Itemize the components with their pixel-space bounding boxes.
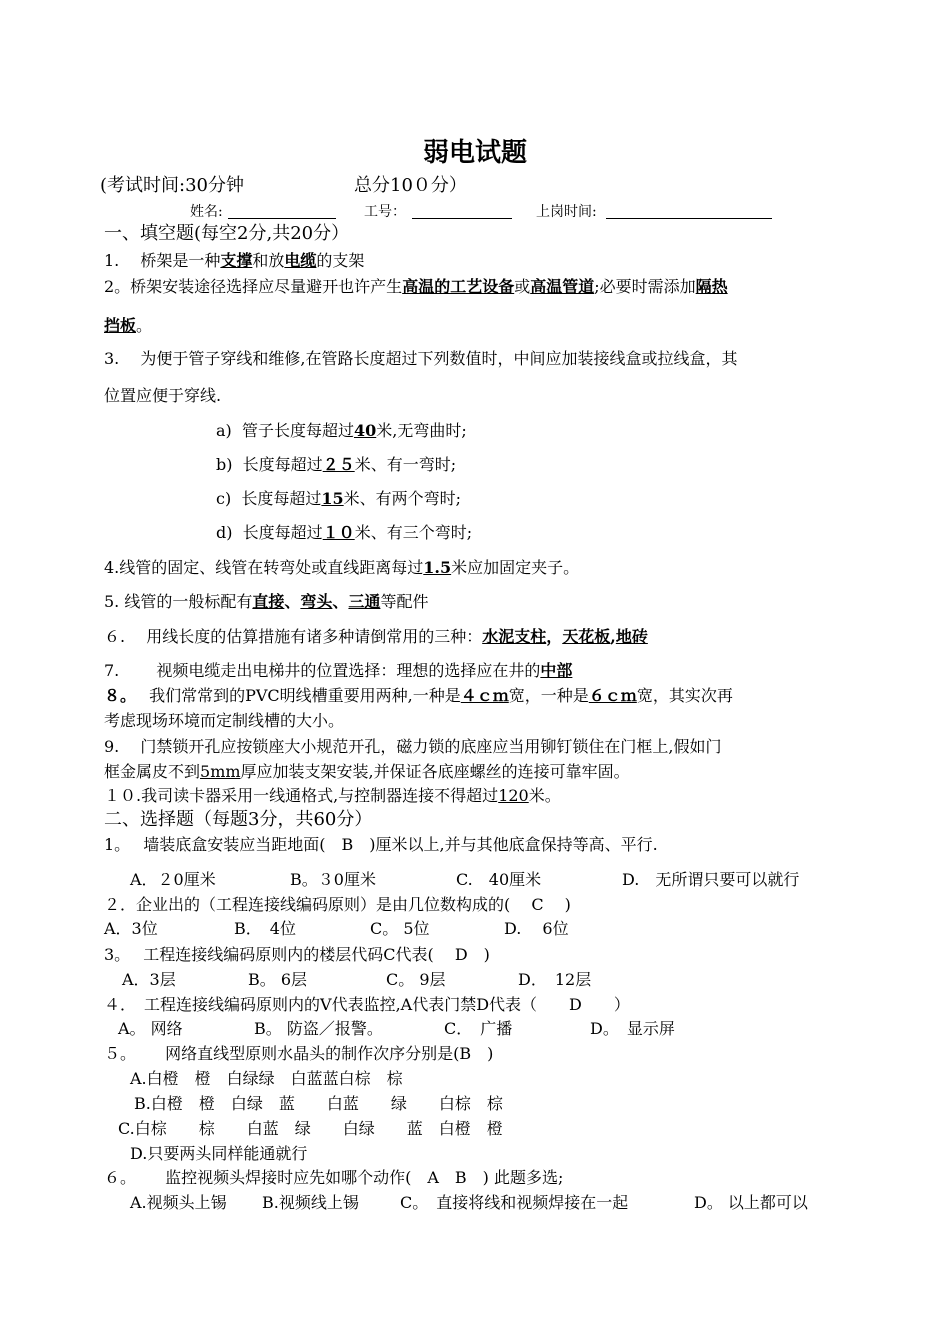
option: C。 9层	[386, 970, 446, 989]
date-label: 上岗时间:	[536, 204, 597, 220]
option: B.白橙 橙 白绿 蓝 白蓝 绿 白棕 棕	[134, 1094, 503, 1113]
s1-question-2-cont: 挡板。	[104, 316, 153, 335]
s2-question-4: ４． 工程连接线编码原则内的V代表监控,A代表门禁D代表（ D ）	[104, 995, 630, 1014]
s1-question-1: 1. 桥架是一种支撑和放电缆的支架	[104, 251, 365, 270]
answer: 120	[498, 786, 529, 805]
page-title: 弱电试题	[422, 138, 527, 168]
option: D. 6位	[504, 919, 569, 938]
answer: 15	[321, 489, 344, 508]
id-field[interactable]	[412, 204, 512, 219]
answer: 弯头	[300, 592, 333, 611]
answer: 三通	[348, 592, 381, 611]
option: C。 5位	[370, 919, 430, 938]
answer: 高温的工艺设备	[402, 277, 515, 296]
s1-question-5: 5. 线管的一般标配有直接、弯头、三通等配件	[104, 592, 429, 611]
answer: 1.5	[423, 558, 452, 577]
answer: 隔热	[695, 277, 728, 296]
answer: 直接	[252, 592, 285, 611]
s1-question-3-cont: 位置应便于穿线.	[104, 386, 222, 405]
option: A.白橙 橙 白绿绿 白蓝蓝白棕 棕	[130, 1069, 403, 1088]
answer: 地砖	[615, 627, 648, 646]
s2-question-2: ２．企业出的（工程连接线编码原则）是由几位数构成的( C )	[104, 895, 571, 914]
option: A．3层	[122, 970, 176, 989]
name-label: 姓名:	[190, 204, 223, 220]
s1-q3-item-d: d) 长度每超过１０米、有三个弯时;	[216, 523, 473, 542]
option: A．２0厘米	[130, 870, 216, 889]
option: C。 直接将线和视频焊接在一起	[400, 1193, 629, 1212]
answer: 5mm	[200, 762, 241, 781]
option: A.视频头上锡	[130, 1193, 227, 1212]
s1-question-9-cont: 框金属皮不到5mm厚应加装支架安装,并保证各底座螺丝的连接可靠牢固。	[104, 762, 630, 781]
s1-question-9: 9. 门禁锁开孔应按锁座大小规范开孔，磁力锁的底座应当用铆钉锁住在门框上,假如门	[104, 737, 722, 756]
option: D. 无所谓只要可以就行	[622, 870, 800, 889]
s1-question-7: 7. 视频电缆走出电梯井的位置选择：理想的选择应在井的中部	[104, 661, 573, 680]
option: C. 40厘米	[456, 870, 542, 889]
s2-question-6: ６。 监控视频头焊接时应先如哪个动作( A B ) 此题多选;	[104, 1168, 564, 1187]
s2-question-3: 3。 工程连接线编码原则内的楼层代码C代表( D )	[104, 945, 490, 964]
option: D。 显示屏	[590, 1019, 675, 1038]
answer: 支撑	[220, 251, 253, 270]
s1-question-10: １０.我司读卡器采用一线通格式,与控制器连接不得超过120米。	[104, 786, 561, 805]
option: A．3位	[104, 919, 158, 938]
s1-q3-item-b: b) 长度每超过２５米、有一弯时;	[216, 455, 457, 474]
answer: ６ｃｍ	[588, 686, 637, 705]
s1-question-8: ８。 我们常常到的PVC明线槽重要用两种,一种是４ｃｍ宽，一种是６ｃｍ宽，其实次再	[104, 686, 733, 705]
answer: 中部	[540, 661, 573, 680]
option: D． 12层	[518, 970, 592, 989]
answer: ４ｃｍ	[460, 686, 509, 705]
exam-time: (考试时间:30分钟	[100, 175, 244, 196]
s1-q3-item-c: c) 长度每超过15米、有两个弯时;	[216, 489, 462, 508]
s2-question-5: ５。 网络直线型原则水晶头的制作次序分别是(B )	[104, 1044, 494, 1063]
answer: 天花板	[562, 627, 611, 646]
answer: 电缆	[284, 251, 317, 270]
option: B。 6层	[248, 970, 308, 989]
total-score: 总分10０分）	[354, 175, 467, 196]
option: C.白棕 棕 白蓝 绿 白绿 蓝 白橙 橙	[118, 1119, 503, 1138]
option: B。３0厘米	[290, 870, 376, 889]
s1-question-8-cont: 考虑现场环境而定制线槽的大小。	[104, 711, 345, 730]
s1-question-2: 2。桥架安装途径选择应尽量避开也许产生高温的工艺设备或高温管道;必要时需添加隔热	[104, 277, 728, 296]
option: D。 以上都可以	[694, 1193, 808, 1212]
answer: １０	[322, 523, 355, 542]
answer: 高温管道	[530, 277, 595, 296]
s1-question-6: ６. 用线长度的估算措施有诸多种请倒常用的三种：水泥支柱，天花板,地砖	[104, 627, 648, 646]
s1-question-4: 4.线管的固定、线管在转弯处或直线距离每过1.5米应加固定夹子。	[104, 558, 580, 577]
id-label: 工号：	[364, 204, 406, 220]
answer: 挡板	[104, 316, 137, 335]
date-field[interactable]	[606, 204, 772, 219]
option: B。 防盗／报警。	[254, 1019, 383, 1038]
answer: 水泥支柱	[482, 627, 547, 646]
option: C． 广播	[444, 1019, 513, 1038]
section1-heading: 一、填空题(每空2分,共20分）	[104, 223, 350, 244]
section2-heading: 二、选择题（每题3分，共60分）	[104, 809, 373, 830]
option: B.视频线上锡	[262, 1193, 359, 1212]
answer: ２５	[322, 455, 355, 474]
option: B． 4位	[234, 919, 296, 938]
s1-q3-item-a: a) 管子长度每超过40米,无弯曲时;	[216, 421, 467, 440]
option: D.只要两头同样能通就行	[130, 1144, 308, 1163]
s2-question-1: 1。 墙装底盒安装应当距地面( B )厘米以上,并与其他底盒保持等高、平行.	[104, 835, 658, 854]
answer: 40	[353, 421, 377, 440]
option: A。 网络	[118, 1019, 183, 1038]
s1-question-3: 3. 为便于管子穿线和维修,在管路长度超过下列数值时，中间应加装接线盒或拉线盒，其	[104, 349, 738, 368]
name-field[interactable]	[228, 204, 336, 219]
